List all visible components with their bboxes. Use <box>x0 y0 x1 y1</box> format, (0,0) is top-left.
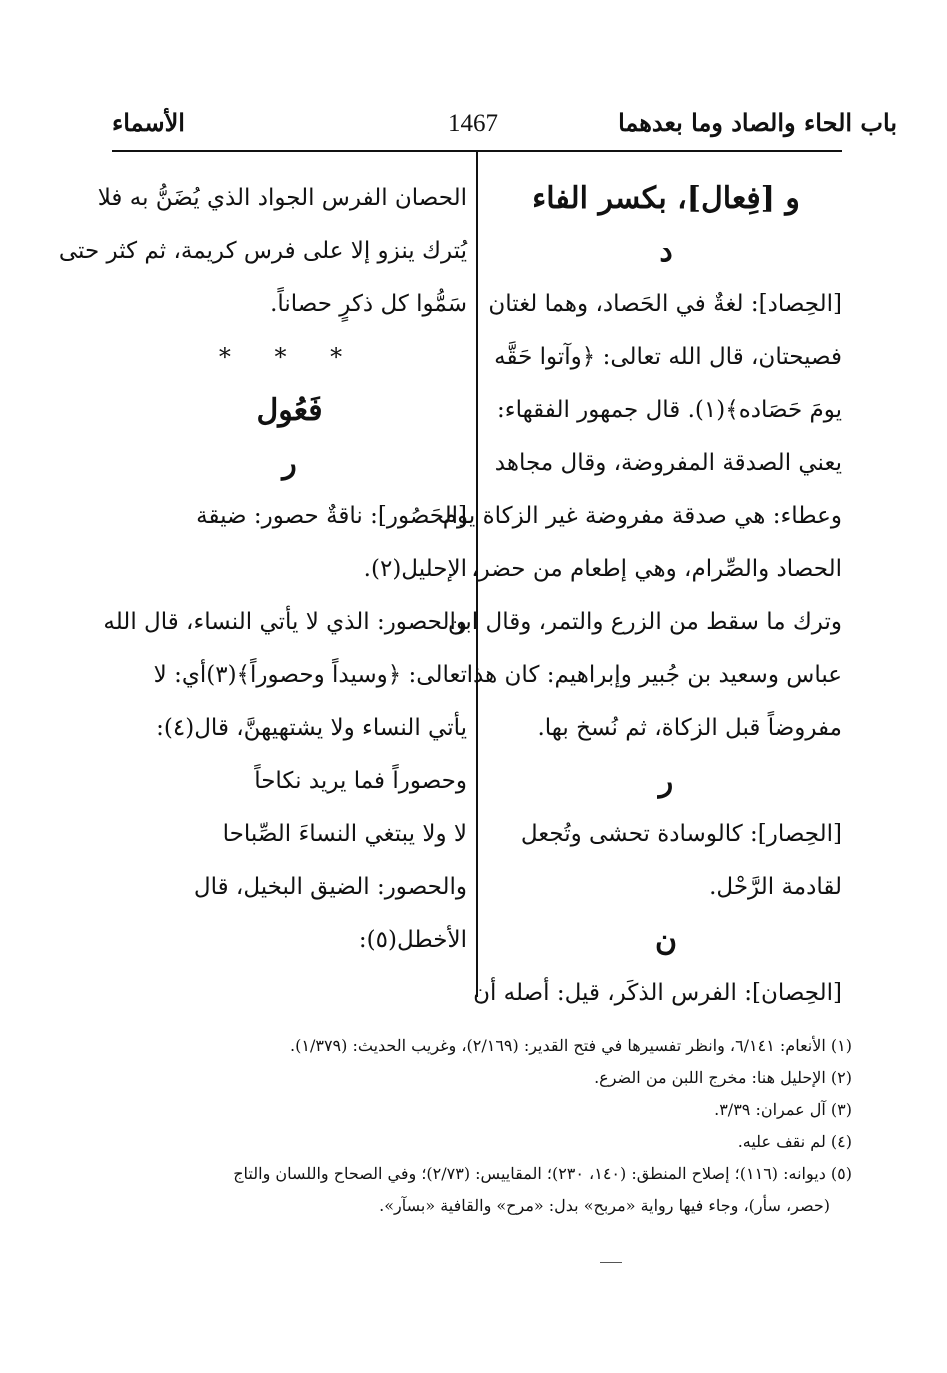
entry-line: الأخطل(٥): <box>358 927 467 953</box>
footnote: (٢) الإحليل هنا: مخرج اللبن من الضرع. <box>594 1068 852 1087</box>
entry-line: يُترك ينزو إلا على فرس كريمة، ثم كثر حتى <box>58 238 467 264</box>
entry-line: مفروضاً قبل الزكاة، ثم نُسخ بها. <box>537 715 842 741</box>
letter-nun: ن <box>654 923 678 958</box>
entry-line: تعالى: ﴿وسيداً وحصوراً﴾(٣)أي: لا <box>153 662 467 688</box>
entry-line: الإحليل(٢). <box>363 556 467 582</box>
entry-line: [الحِصان]: الفرس الذكَر، قيل: أصله أن <box>473 980 842 1006</box>
section-heading-fial: و [فِعال]، بكسر الفاء <box>532 181 800 216</box>
section-heading-faul: فَعُول <box>256 393 323 428</box>
letter-ra: ر <box>282 446 297 481</box>
entry-line: [الحَصُور]: ناقةٌ حصور: ضيقة <box>196 503 467 529</box>
left-column <box>58 172 467 967</box>
right-column <box>442 172 842 1020</box>
entry-line: يعني الصدقة المفروضة، وقال مجاهد <box>494 450 842 476</box>
letter-dal: د <box>659 234 673 269</box>
verse-line: لا ولا يبتغي النساءَ الصِّباحا <box>222 821 467 847</box>
page-number: 1467 <box>448 110 498 137</box>
entry-line: والحصور: الذي لا يأتي النساء، قال الله <box>103 609 467 635</box>
entry-line: يومَ حَصَاده﴾(١). قال جمهور الفقهاء: <box>497 397 842 423</box>
entry-line: [الحِصاد]: لغةٌ في الحَصاد، وهما لغتان <box>488 291 842 317</box>
letter-ra: ر <box>658 764 674 799</box>
footnote-continuation: (حصر، سأر)، وجاء فيها رواية «مربح» بدل: «مرح» والقافية «بسآر». <box>379 1196 830 1215</box>
entry-line: وعطاء: هي صدقة مفروضة غير الزكاة يوم <box>442 503 842 529</box>
entry-line: عباس وسعيد بن جُبير وإبراهيم: كان هذا <box>466 662 842 688</box>
footnote: (٤) لم نقف عليه. <box>737 1132 852 1151</box>
entry-line: الحصان الفرس الجواد الذي يُضَنُّ به فلا <box>97 185 467 211</box>
footnote: (٥) ديوانه: (١١٦)؛ إصلاح المنطق: (١٤٠، ٢٣٠)؛ المقاييس: (٢/٧٣)؛ وفي الصحاح واللسان والتاج <box>233 1164 852 1183</box>
entry-line: وترك ما سقط من الزرع والتمر، وقال ابن <box>447 609 842 635</box>
entry-line: فصيحتان، قال الله تعالى: ﴿وآتوا حَقَّه <box>494 344 842 370</box>
entry-line: والحصور: الضيق البخيل، قال <box>193 874 467 900</box>
entry-line: [الحِصار]: كالوسادة تحشى وتُجعل <box>520 821 842 847</box>
section-separator-stars: * * * <box>218 343 361 371</box>
category-title: الأسماء <box>112 108 185 137</box>
footnote: (١) الأنعام: ٦/١٤١، وانظر تفسيرها في فتح القدير: (٢/١٦٩)، وغريب الحديث: (١/٣٧٩). <box>290 1036 852 1055</box>
entry-line: سَمُّوا كل ذكرٍ حصاناً. <box>270 291 467 317</box>
page-mark <box>600 1262 622 1263</box>
entry-line: لقادمة الرَّحْل. <box>709 874 842 900</box>
entry-line: يأتي النساء ولا يشتهيهنَّ، قال(٤): <box>156 715 467 741</box>
entry-line: الحصاد والصِّرام، وهي إطعام من حضر، <box>471 556 842 582</box>
footnote: (٣) آل عمران: ٣/٣٩. <box>714 1100 852 1119</box>
verse-line: وحصوراً فما يريد نكاحاً <box>254 768 467 794</box>
footnotes <box>112 1030 852 1222</box>
section-title: باب الحاء والصاد وما بعدهما <box>618 108 897 137</box>
